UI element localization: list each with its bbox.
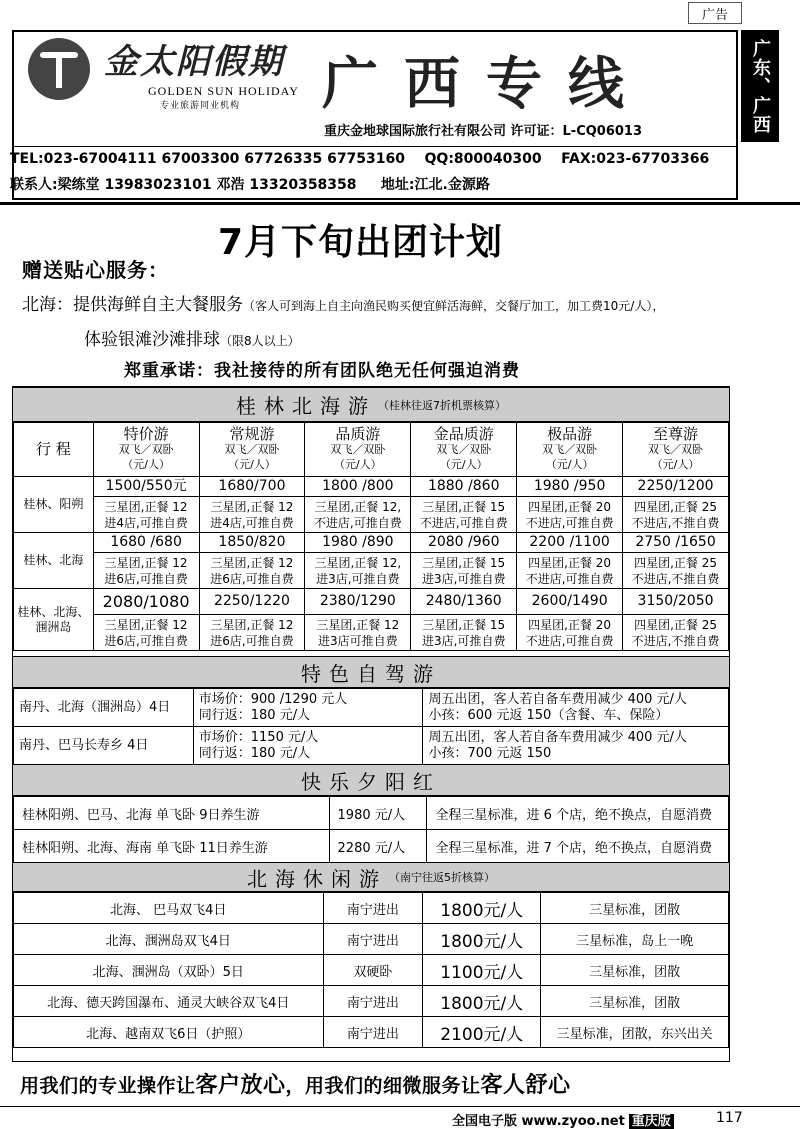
note-line: 进3店可推自费 — [318, 633, 398, 648]
route-label: 桂林、阳朔 — [14, 477, 94, 533]
info-line: 小孩：700 元返 150 — [428, 745, 552, 761]
footer-rule — [0, 1106, 800, 1107]
beihai-section-title: 北海休闲游 — [247, 866, 387, 891]
tier-header — [411, 423, 517, 477]
brand-logo-icon — [28, 38, 90, 100]
note-line: 不进店,不推自费 — [631, 515, 720, 530]
peer-rebate: 同行返：180 元/人 — [198, 707, 311, 723]
note-line: 进6店,可推自费 — [104, 633, 188, 648]
tier-header — [517, 423, 623, 477]
sunset-price: 2280 元/人 — [329, 830, 427, 863]
header-rule — [0, 202, 800, 205]
main-title: 广西专线 — [322, 52, 650, 117]
note-line: 进3店,可推自费 — [316, 571, 400, 586]
beihai-note: 三星标准，团散 — [541, 893, 729, 924]
tier-name: 金品质游 — [433, 425, 494, 443]
price-cell: 1800 /800 — [305, 477, 411, 497]
tier-note — [411, 553, 517, 589]
beihai-port: 南宁进出 — [323, 893, 423, 924]
note-line: 四星团,正餐 25 — [634, 499, 717, 514]
sunset-info: 全程三星标准，进 7 个店，绝不换点，自愿消费 — [427, 830, 729, 863]
price-cell: 2200 /1100 — [517, 533, 623, 553]
beihai-port: 南宁进出 — [323, 986, 423, 1017]
price-cell: 1680/700 — [199, 477, 305, 497]
info-line: 周五出团，客人若自备车费用减少 400 元/人 — [428, 691, 687, 707]
tier-unit: （元/人） — [651, 458, 700, 471]
guilin-price-table — [13, 422, 729, 651]
note-line: 进6店,可推自费 — [104, 571, 188, 586]
info-line: 周五出团，客人若自备车费用减少 400 元/人 — [428, 729, 687, 745]
slogan — [20, 1068, 571, 1099]
note-line: 三星团,正餐 12 — [104, 617, 188, 632]
drive-price — [193, 727, 423, 765]
tier-unit: （元/人） — [333, 458, 382, 471]
tier-mode: 双飞／双卧 — [330, 443, 386, 456]
note-line: 三星团,正餐 12 — [104, 499, 188, 514]
gift-volleyball-text: 体验银滩沙滩排球 — [84, 330, 220, 350]
note-line: 进4店,可推自费 — [104, 515, 188, 530]
edition-badge: 重庆版 — [629, 1114, 674, 1129]
drive-table — [13, 688, 729, 765]
tier-header — [93, 423, 199, 477]
note-line: 三星团,正餐 15 — [422, 499, 506, 514]
brand-english: GOLDEN SUN HOLIDAY — [148, 84, 299, 98]
tier-unit: （元/人） — [439, 458, 488, 471]
tier-header — [305, 423, 411, 477]
tier-note — [411, 497, 517, 533]
sunset-route: 桂林阳朔、北海、海南 单飞卧 11日养生游 — [14, 830, 330, 863]
footer-site — [452, 1110, 674, 1129]
price-cell: 2250/1220 — [199, 589, 305, 615]
address: 地址:江北.金源路 — [380, 177, 490, 193]
tier-unit: （元/人） — [122, 458, 170, 471]
tier-note — [305, 497, 411, 533]
tel-numbers: TEL:023-67004111 67003300 67726335 67753160 — [10, 151, 406, 167]
beihai-price: 2100元/人 — [423, 1017, 541, 1048]
beihai-price: 1800元/人 — [423, 893, 541, 924]
note-line: 四星团,正餐 20 — [528, 499, 612, 514]
tier-header — [199, 423, 305, 477]
sunset-section-title: 快乐夕阳红 — [301, 769, 441, 794]
note-line: 不进店,可推自费 — [419, 515, 508, 530]
route-label — [14, 589, 94, 651]
tier-note — [517, 497, 623, 533]
tier-mode: 双飞／双卧 — [648, 443, 704, 456]
qq-number: QQ:800040300 — [424, 151, 542, 167]
tier-header — [623, 423, 729, 477]
gift-item-volleyball — [84, 325, 300, 350]
brand-subtitle: 专业旅游同业机构 — [160, 101, 241, 111]
tier-note — [623, 615, 729, 651]
note-line: 三星团,正餐 12 — [210, 499, 294, 514]
tier-note — [93, 615, 199, 651]
gift-seafood-note: （客人可到海上自主向渔民购买便宜鲜活海鲜，交餐厅加工，加工费10元/人）， — [243, 299, 665, 313]
beihai-table — [13, 892, 729, 1048]
tier-name: 品质游 — [335, 425, 381, 443]
note-line: 四星团,正餐 20 — [528, 617, 612, 632]
beihai-price: 1800元/人 — [423, 924, 541, 955]
price-cell: 1680 /680 — [93, 533, 199, 553]
route-line: 桂林、北海、 — [17, 604, 90, 619]
fax-number: FAX:023-67703366 — [561, 151, 710, 167]
note-line: 不进店,可推自费 — [525, 571, 614, 586]
tier-note — [199, 497, 305, 533]
note-line: 三星团,正餐 15 — [422, 617, 506, 632]
tier-unit: （元/人） — [228, 458, 276, 471]
price-cell: 2080/1080 — [93, 589, 199, 615]
note-line: 进4店,可推自费 — [210, 515, 294, 530]
slogan-emphasis: 客户放心 — [195, 1073, 286, 1098]
sunset-route: 桂林阳朔、巴马、北海 单飞卧 9日养生游 — [14, 797, 330, 830]
price-cell: 2600/1490 — [517, 589, 623, 615]
drive-info — [423, 689, 729, 727]
tier-unit: （元/人） — [545, 458, 594, 471]
gift-label: 赠送贴心服务： — [22, 258, 169, 282]
price-cell: 1980 /950 — [517, 477, 623, 497]
beihai-route: 北海、涠洲岛双飞4日 — [14, 924, 324, 955]
price-cell: 2380/1290 — [305, 589, 411, 615]
note-line: 不进店,可推自费 — [525, 515, 614, 530]
guilin-section-subtitle: （桂林往返7折机票核算） — [378, 398, 506, 412]
beihai-route: 北海、涠洲岛（双卧）5日 — [14, 955, 324, 986]
tier-note — [517, 553, 623, 589]
price-cell: 2480/1360 — [411, 589, 517, 615]
tier-mode: 双飞／双卧 — [224, 443, 280, 456]
agency-name: 重庆金地球国际旅行社有限公司 许可证：L-CQ06013 — [324, 124, 643, 139]
gift-volleyball-note: （限8人以上） — [220, 334, 300, 348]
gift-item-seafood — [22, 290, 664, 315]
tier-note — [199, 553, 305, 589]
price-cell: 2750 /1650 — [623, 533, 729, 553]
price-cell: 2250/1200 — [623, 477, 729, 497]
sunset-price: 1980 元/人 — [329, 797, 427, 830]
promise-statement: 郑重承诺：我社接待的所有团队绝无任何强迫消费 — [124, 361, 520, 381]
tier-note — [305, 553, 411, 589]
contact-person-line — [10, 174, 490, 194]
beihai-price: 1800元/人 — [423, 986, 541, 1017]
beihai-note: 三星标准，团散 — [541, 986, 729, 1017]
tier-note — [93, 553, 199, 589]
gift-seafood-text: 北海：提供海鲜自主大餐服务 — [22, 295, 243, 315]
note-line: 进6店,可推自费 — [210, 571, 294, 586]
route-line: 涠洲岛 — [35, 619, 72, 634]
footer-url: 全国电子版 www.zyoo.net — [452, 1114, 625, 1129]
beihai-note: 三星标准，团散，东兴出关 — [541, 1017, 729, 1048]
tier-mode: 双飞／双卧 — [436, 443, 492, 456]
drive-route: 南丹、巴马长寿乡 4日 — [14, 727, 194, 765]
tier-note — [623, 497, 729, 533]
note-line: 三星团,正餐 15 — [422, 555, 506, 570]
ad-tag: 广告 — [688, 2, 742, 24]
price-cell: 1880 /860 — [411, 477, 517, 497]
beihai-route: 北海、越南双飞6日（护照） — [14, 1017, 324, 1048]
route-label: 桂林、北海 — [14, 533, 94, 589]
note-line: 进3店,可推自费 — [422, 571, 506, 586]
beihai-port: 南宁进出 — [323, 924, 423, 955]
tier-note — [623, 553, 729, 589]
price-cell: 1850/820 — [199, 533, 305, 553]
slogan-part: 用我们的专业操作让 — [20, 1075, 196, 1097]
peer-rebate: 同行返：180 元/人 — [198, 745, 311, 761]
beihai-section-subtitle: （南宁往返5折核算） — [389, 871, 495, 884]
page-number: 117 — [716, 1110, 743, 1126]
header-divider — [12, 146, 738, 147]
price-cell: 1500/550元 — [93, 477, 199, 497]
note-line: 不进店,可推自费 — [313, 515, 402, 530]
beihai-port: 南宁进出 — [323, 1017, 423, 1048]
note-line: 三星团,正餐 12 — [210, 617, 294, 632]
note-line: 不进店,不推自费 — [631, 633, 720, 648]
tier-note — [199, 615, 305, 651]
sunset-table — [13, 796, 729, 863]
note-line: 四星团,正餐 25 — [634, 555, 717, 570]
tier-name: 极品游 — [547, 425, 593, 443]
beihai-note: 三星标准，岛上一晚 — [541, 924, 729, 955]
tier-note — [411, 615, 517, 651]
tier-note — [517, 615, 623, 651]
contact-phone-line — [10, 151, 709, 167]
note-line: 三星团,正餐 12 — [104, 555, 188, 570]
beihai-route: 北海、德天跨国瀑布、通灵大峡谷双飞4日 — [14, 986, 324, 1017]
price-cell: 3150/2050 — [623, 589, 729, 615]
info-line: 小孩：600 元返 150（含餐、车、保险） — [428, 707, 669, 723]
note-line: 三星团,正餐 12, — [314, 499, 402, 514]
drive-route: 南丹、北海（涠洲岛）4日 — [14, 689, 194, 727]
note-line: 进6店,可推自费 — [210, 633, 294, 648]
note-line: 不进店,可推自费 — [525, 633, 614, 648]
price-cell: 2080 /960 — [411, 533, 517, 553]
beihai-price: 1100元/人 — [423, 955, 541, 986]
tier-note — [93, 497, 199, 533]
itinerary-header: 行 程 — [14, 423, 94, 477]
tier-name: 特价游 — [123, 425, 169, 443]
slogan-emphasis: 客人舒心 — [480, 1073, 571, 1098]
note-line: 三星团,正餐 12 — [210, 555, 294, 570]
drive-section-title: 特色自驾游 — [301, 661, 441, 686]
note-line: 四星团,正餐 20 — [528, 555, 612, 570]
guilin-section-header — [13, 387, 729, 422]
drive-section-header — [13, 656, 729, 688]
tier-mode: 双飞／双卧 — [118, 443, 174, 456]
note-line: 三星团,正餐 12 — [316, 617, 400, 632]
note-line: 四星团,正餐 25 — [634, 617, 717, 632]
note-line: 三星团,正餐 12, — [314, 555, 402, 570]
region-side-label: 广东、广西 — [741, 30, 779, 142]
tier-name: 至尊游 — [653, 425, 699, 443]
tier-name: 常规游 — [229, 425, 275, 443]
beihai-note: 三星标准，团散 — [541, 955, 729, 986]
note-line: 不进店,不推自费 — [631, 571, 720, 586]
guilin-section-title: 桂林北海游 — [236, 394, 376, 418]
slogan-part: ，用我们的细微服务让 — [285, 1075, 481, 1097]
sunset-info: 全程三星标准，进 6 个店，绝不换点，自愿消费 — [427, 797, 729, 830]
beihai-port: 双硬卧 — [323, 955, 423, 986]
tier-mode: 双飞／双卧 — [542, 443, 598, 456]
price-cell: 1980 /890 — [305, 533, 411, 553]
note-line: 进3店,可推自费 — [422, 633, 506, 648]
tier-note — [305, 615, 411, 651]
brand-name: 金太阳假期 — [104, 42, 284, 82]
plan-title: 7月下旬出团计划 — [218, 222, 504, 263]
beihai-section-header — [13, 862, 729, 892]
beihai-route: 北海、 巴马双飞4日 — [14, 893, 324, 924]
market-price: 市场价：900 /1290 元人 — [198, 691, 348, 707]
sunset-section-header — [13, 764, 729, 796]
market-price: 市场价：1150 元/人 — [198, 729, 319, 745]
contact-persons: 联系人:梁练堂 13983023101 邓浩 13320358358 — [10, 177, 357, 193]
drive-info — [423, 727, 729, 765]
drive-price — [193, 689, 423, 727]
